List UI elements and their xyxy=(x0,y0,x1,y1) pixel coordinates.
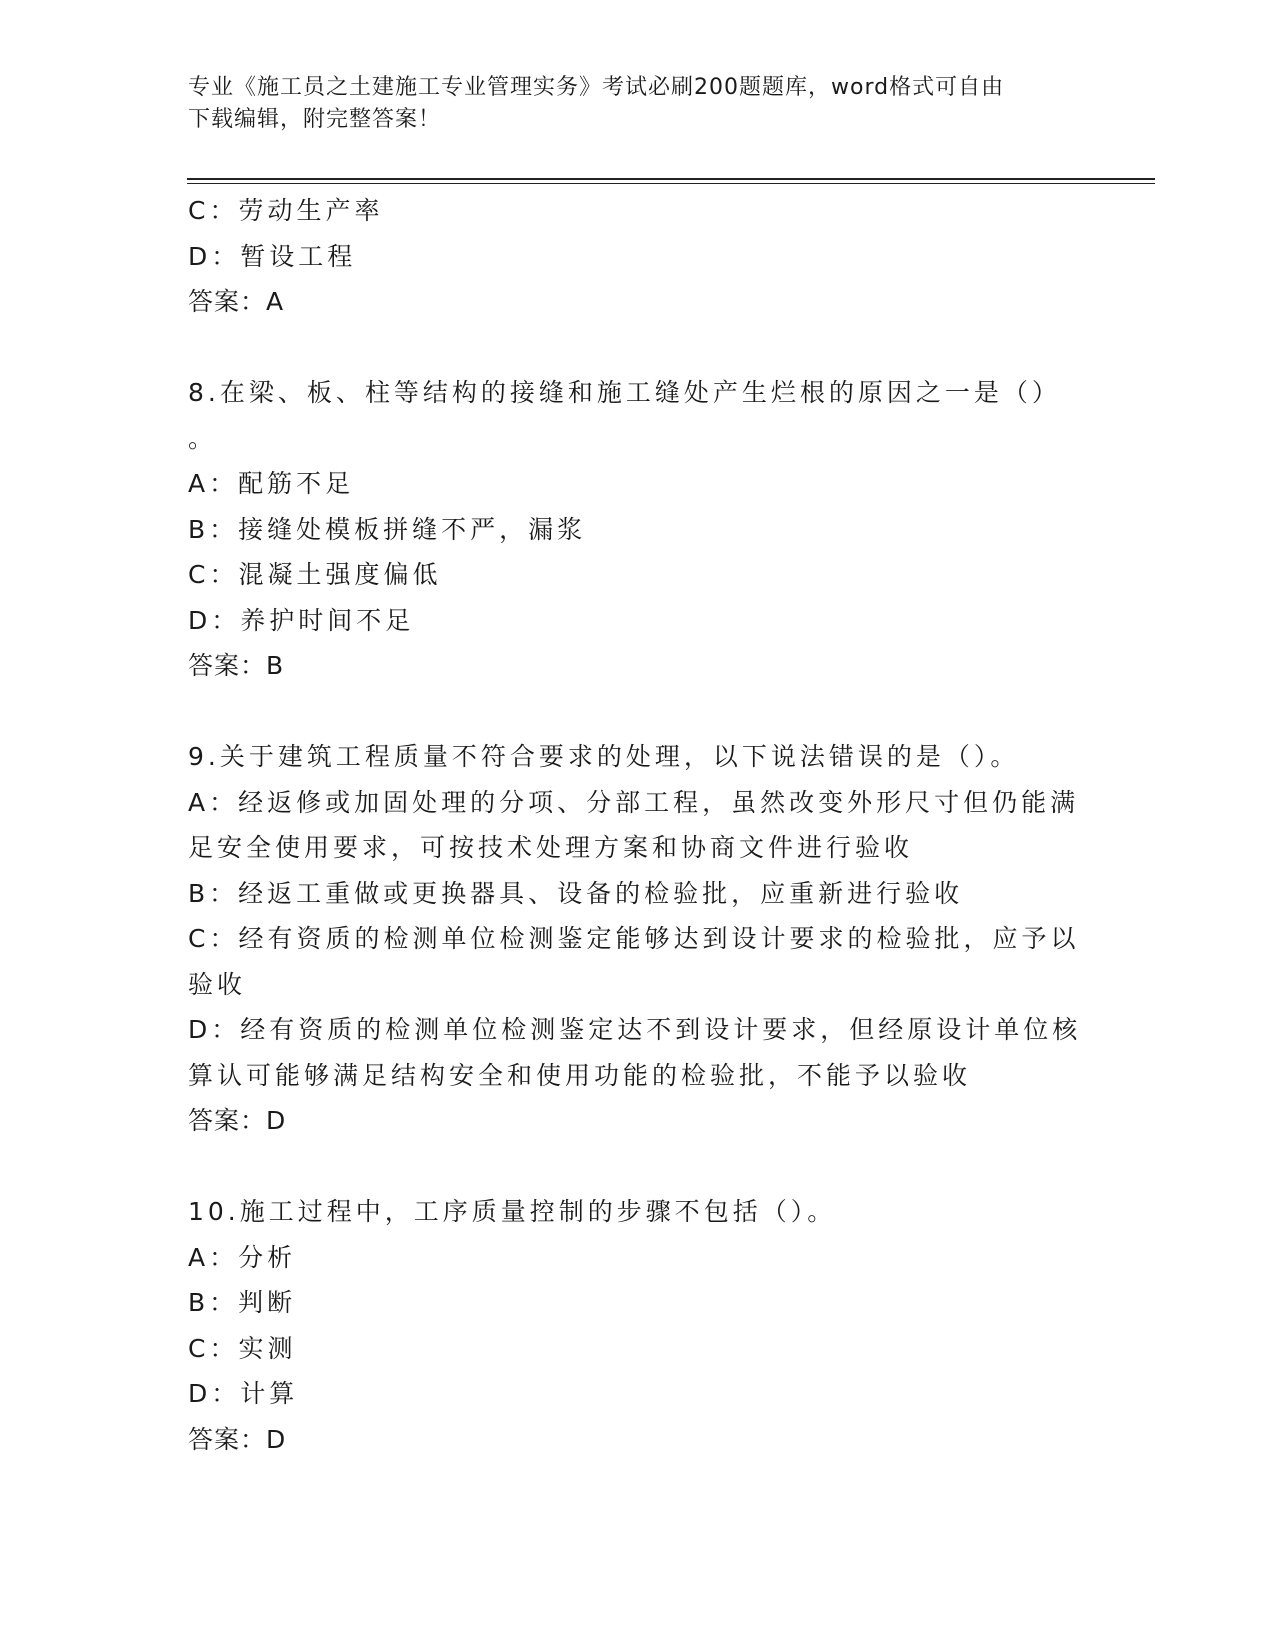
option-c: C：经有资质的检测单位检测鉴定能够达到设计要求的检验批，应予以 xyxy=(188,924,1080,953)
option-d-cont: 算认可能够满足结构安全和使用功能的检验批，不能予以验收 xyxy=(188,1060,972,1090)
option-b: B：接缝处模板拼缝不严，漏浆 xyxy=(188,514,587,544)
prev-answer: 答案：A xyxy=(188,287,285,316)
spacer xyxy=(188,325,1088,371)
option-d: D：计算 xyxy=(188,1379,299,1408)
option-b: B：判断 xyxy=(188,1288,297,1317)
option-a: A：配筋不足 xyxy=(188,469,355,498)
document-header xyxy=(188,72,1068,136)
spacer xyxy=(188,689,1088,735)
prev-option-d: D：暂设工程 xyxy=(188,241,357,271)
header-rule-thick xyxy=(187,178,1155,180)
prev-option-c: C：劳动生产率 xyxy=(188,196,384,225)
option-c: C：混凝土强度偏低 xyxy=(188,560,442,589)
question-9 xyxy=(188,734,1088,1144)
option-b: B：经返工重做或更换器具、设备的检验批，应重新进行验收 xyxy=(188,878,964,908)
option-d: D：经有资质的检测单位检测鉴定达不到设计要求，但经原设计单位核 xyxy=(188,1015,1082,1044)
header-rule-thin xyxy=(187,183,1155,184)
option-a-cont: 足安全使用要求，可按技术处理方案和协商文件进行验收 xyxy=(188,833,914,862)
question-stem: 10.施工过程中，工序质量控制的步骤不包括（）。 xyxy=(188,1197,837,1226)
option-c: C：实测 xyxy=(188,1333,297,1363)
document-body xyxy=(188,188,1088,1462)
option-c-cont: 验收 xyxy=(188,969,247,999)
answer: 答案：D xyxy=(188,1424,287,1454)
option-d: D：养护时间不足 xyxy=(188,605,415,635)
header-line-1: 专业《施工员之土建施工专业管理实务》考试必刷200题题库，word格式可自由 xyxy=(188,75,1005,100)
question-stem: 8.在梁、板、柱等结构的接缝和施工缝处产生烂根的原因之一是（） xyxy=(188,378,1061,407)
question-10 xyxy=(188,1189,1088,1462)
question-8 xyxy=(188,370,1088,689)
option-a: A：分析 xyxy=(188,1242,297,1272)
option-a: A：经返修或加固处理的分项、分部工程，虽然改变外形尺寸但仍能满 xyxy=(188,787,1080,817)
answer: 答案：D xyxy=(188,1106,287,1135)
answer: 答案：B xyxy=(188,651,285,680)
question-stem: 9.关于建筑工程质量不符合要求的处理，以下说法错误的是（）。 xyxy=(188,742,1020,771)
header-line-2: 下载编辑，附完整答案！ xyxy=(188,107,442,132)
question-stem-cont: 。 xyxy=(188,423,218,453)
spacer xyxy=(188,1144,1088,1190)
